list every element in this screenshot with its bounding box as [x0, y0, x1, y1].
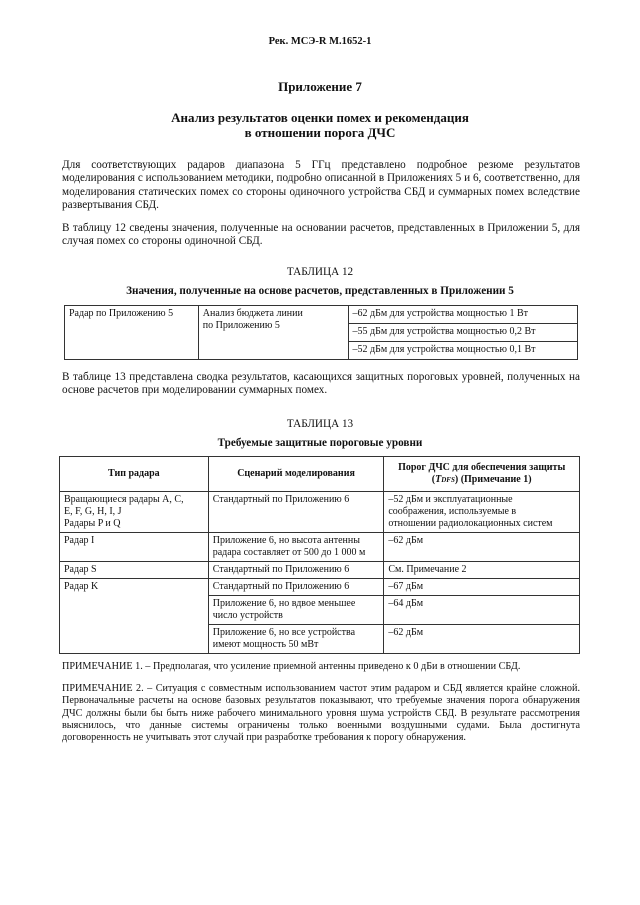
- threshold-line: –52 дБм и эксплуатационные: [388, 494, 513, 505]
- radar-line: Вращающиеся радары A, C,: [64, 494, 184, 505]
- paragraph-table13-intro: В таблице 13 представлена сводка результатов, касающихся защитных пороговых уровней, полученных на основе расчетов при моделировании суммарных помех.: [62, 371, 580, 397]
- table12-analysis-line1: Анализ бюджета линии: [202, 308, 303, 319]
- scenario-line: Приложение 6, но высота антенны: [212, 535, 360, 546]
- table13-threshold-cell: –62 дБм: [384, 533, 580, 562]
- threshold-subscript: DFS: [441, 476, 455, 484]
- table13-radar-cell: Радар I: [60, 533, 209, 562]
- table13-header-threshold-line2: (TDFS) (Примечание 1): [431, 474, 532, 485]
- threshold-line: отношении радиолокационных систем: [388, 518, 553, 529]
- table13-scenario-cell: Стандартный по Приложению 6: [208, 492, 384, 533]
- table13-threshold-cell: –64 дБм: [384, 596, 580, 625]
- table13-scenario-cell: [208, 596, 384, 625]
- table13-threshold-cell: [384, 492, 580, 533]
- table-row: [60, 562, 580, 579]
- table12-analysis-cell: [198, 306, 348, 360]
- table13-threshold-cell: –67 дБм: [384, 579, 580, 596]
- scenario-line: имеют мощность 50 мВт: [212, 639, 319, 650]
- table-row: [60, 492, 580, 533]
- table12-value-cell: –62 дБм для устройства мощностью 1 Вт: [348, 306, 577, 324]
- table12-analysis-line2: по Приложению 5: [202, 320, 280, 331]
- table13-header-threshold: [384, 457, 580, 492]
- table13-radar-cell: Радар K: [60, 579, 209, 654]
- table12: [64, 305, 578, 360]
- table13-threshold-cell: См. Примечание 2: [384, 562, 580, 579]
- threshold-symbol: T: [435, 474, 442, 485]
- table13-scenario-cell: Стандартный по Приложению 6: [208, 579, 384, 596]
- paragraph-intro: Для соответствующих радаров диапазона 5 ГГц представлено подробное резюме результатов моделирования с использованием методики, подробно описанной в Приложениях 5 и 6, соответственно, для моделирования статических помех со стороны одиночного устройства СБД и суммарных помех вследствие развертывания СБД.: [62, 159, 580, 212]
- note-1: ПРИМЕЧАНИЕ 1. – Предполагая, что усиление приемной антенны приведено к 0 дБи в отношении СБД.: [62, 661, 521, 672]
- table13-scenario-cell: [208, 625, 384, 654]
- table13-scenario-cell: Стандартный по Приложению 6: [208, 562, 384, 579]
- table-row: [65, 306, 578, 324]
- table13-header-radar-type: Тип радара: [60, 457, 209, 492]
- table13-header-threshold-line1: Порог ДЧС для обеспечения защиты: [398, 462, 566, 473]
- table12-label: ТАБЛИЦА 12: [286, 266, 354, 278]
- table13-radar-cell: [60, 492, 209, 533]
- scenario-line: радара составляет от 500 до 1 000 м: [212, 547, 366, 558]
- table13-scenario-cell: [208, 533, 384, 562]
- table13-threshold-cell: –62 дБм: [384, 625, 580, 654]
- note-2: ПРИМЕЧАНИЕ 2. – Ситуация с совместным использованием частот этим радаром и СБД является крайне сложной. Первоначальные расчеты на основе базовых результатов показывают, что требуемые значения порога обнаружения ДЧС должны были бы быть ниже рабочего минимального уровня шума устройств СБД. В результате рассмотрения выяснилось, что данные системы ограничены только военными воздушными судами. Была достигнута договоренность не учитывать этот случай при разработке требования к порогу обнаружения.: [62, 683, 580, 744]
- table-row: [60, 533, 580, 562]
- radar-line: Радары P и Q: [64, 518, 121, 529]
- scenario-line: число устройств: [212, 610, 283, 621]
- threshold-note-ref: (Примечание 1): [460, 474, 532, 485]
- document-title: [0, 110, 640, 140]
- scenario-line: Приложение 6, но все устройства: [212, 627, 356, 638]
- annex-title: Приложение 7: [278, 79, 362, 94]
- table12-value-cell: –55 дБм для устройства мощностью 0,2 Вт: [348, 324, 577, 342]
- radar-line: E, F, G, H, I, J: [64, 506, 122, 517]
- scenario-line: Приложение 6, но вдвое меньшее: [212, 598, 356, 609]
- page-header: Рек. МСЭ-R M.1652-1: [268, 36, 372, 47]
- table12-value-cell: –52 дБм для устройства мощностью 0,1 Вт: [348, 342, 577, 360]
- threshold-line: соображения, используемые в: [388, 506, 517, 517]
- table13-label: ТАБЛИЦА 13: [286, 418, 354, 430]
- paragraph-table12-intro: В таблицу 12 сведены значения, полученные на основании расчетов, представленных в Приложении 5, для случая помех со стороны одиночной СБД.: [62, 222, 580, 248]
- table13: [59, 456, 580, 654]
- table12-radar-cell: Радар по Приложению 5: [65, 306, 199, 360]
- table-row: [60, 579, 580, 596]
- table13-header-row: [60, 457, 580, 492]
- table13-radar-cell: Радар S: [60, 562, 209, 579]
- document-title-line1: Анализ результатов оценки помех и рекомендация: [171, 110, 469, 125]
- table12-title: Значения, полученные на основе расчетов, представленных в Приложении 5: [126, 285, 514, 297]
- document-title-line2: в отношении порога ДЧС: [244, 125, 396, 140]
- table13-header-scenario: Сценарий моделирования: [208, 457, 384, 492]
- table13-title: Требуемые защитные пороговые уровни: [217, 437, 423, 449]
